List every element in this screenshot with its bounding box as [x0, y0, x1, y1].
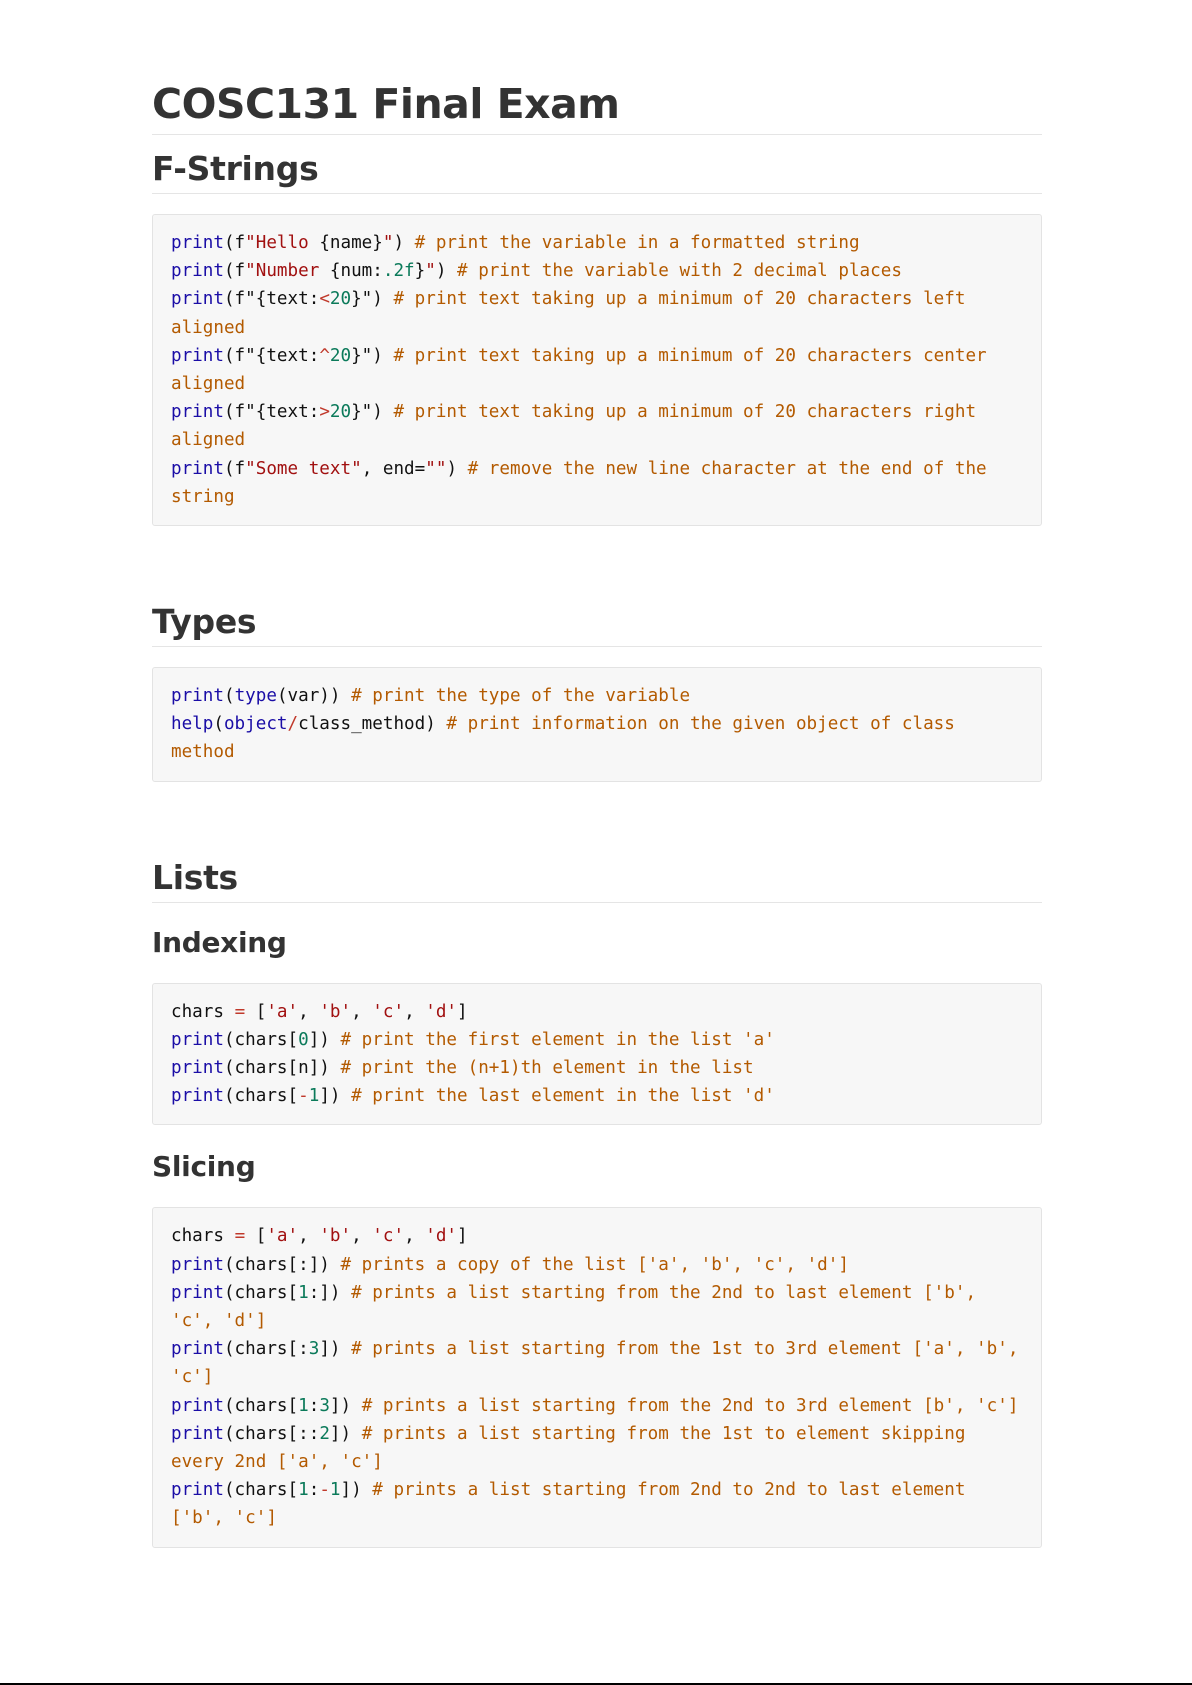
code-token: 'd' — [425, 1226, 458, 1247]
page-title: COSC131 Final Exam — [152, 76, 1042, 135]
code-token: , — [298, 1226, 320, 1247]
code-line — [171, 1026, 1023, 1054]
code-block-types — [152, 667, 1042, 782]
code-line — [171, 710, 1023, 766]
code-token: } — [414, 261, 426, 282]
code-comment: # print text taking up a minimum of 20 characters left aligned — [171, 289, 977, 338]
code-token: help — [171, 714, 214, 735]
code-token: print — [171, 233, 224, 253]
code-token: }") — [351, 402, 394, 423]
code-line — [171, 998, 1023, 1026]
code-comment: # prints a list starting from the 1st to 3rd element ['a', 'b', 'c'] — [171, 1339, 1030, 1388]
code-comment: # prints a list starting from the 2nd to 3rd element [b', 'c'] — [361, 1395, 1019, 1416]
code-block-fstrings — [152, 214, 1042, 526]
subsection-heading-slicing: Slicing — [152, 1150, 256, 1184]
code-token: , — [351, 1226, 373, 1247]
code-token: < — [319, 289, 330, 310]
code-token: ]) — [308, 1029, 341, 1050]
code-comment: # prints a list starting from the 2nd to last element ['b', 'c', 'd'] — [171, 1282, 987, 1332]
code-token: "Number — [245, 261, 330, 282]
code-token: 'd' — [425, 1001, 458, 1022]
code-token: print — [171, 1339, 224, 1360]
code-token: 'b' — [319, 1001, 352, 1022]
code-token: (f — [223, 261, 246, 282]
code-comment: # print text taking up a minimum of 20 characters right aligned — [171, 402, 987, 451]
code-token: ( — [223, 686, 235, 707]
section-heading-types: Types — [152, 600, 1042, 647]
code-comment: # print the variable with 2 decimal places — [457, 261, 902, 282]
code-token: print — [171, 1029, 224, 1050]
code-line — [171, 1054, 1023, 1082]
code-token: .2f — [382, 261, 415, 282]
section-heading-lists: Lists — [152, 856, 1042, 903]
code-line — [171, 342, 1023, 398]
code-token: ) — [435, 261, 458, 282]
code-token: (chars[ — [223, 1480, 299, 1501]
code-token: print — [171, 1423, 224, 1444]
code-token: 20 — [329, 402, 352, 423]
code-token: , — [404, 1226, 426, 1247]
code-line — [171, 1251, 1023, 1279]
code-token: (f"{text: — [223, 345, 320, 366]
code-token: print — [171, 345, 224, 366]
code-token: chars — [171, 1001, 235, 1022]
code-token: ]) — [319, 1086, 352, 1107]
code-token: 20 — [329, 345, 352, 366]
spacer — [152, 782, 1042, 856]
subsection-heading-indexing: Indexing — [152, 925, 287, 959]
code-token: class_method) — [298, 714, 447, 735]
code-token: 'a' — [266, 1001, 299, 1022]
code-token: 0 — [298, 1029, 309, 1050]
spacer — [152, 1125, 1042, 1147]
code-token: print — [171, 1395, 224, 1416]
code-comment: # print the variable in a formatted string — [414, 233, 860, 253]
spacer — [152, 526, 1042, 600]
code-token: {num: — [329, 261, 383, 282]
code-token: [ — [245, 1001, 267, 1022]
code-comment: # print the last element in the list 'd' — [351, 1086, 775, 1107]
code-token: 'c' — [372, 1226, 405, 1247]
code-line — [171, 1420, 1023, 1476]
code-token: (f"{text: — [223, 289, 320, 310]
code-token: (f — [223, 458, 246, 479]
code-comment: # print the (n+1)th element in the list — [340, 1058, 754, 1079]
code-token: type — [234, 686, 277, 707]
code-line — [171, 229, 1023, 257]
code-token: ] — [457, 1226, 468, 1247]
code-token: (var)) — [276, 686, 352, 707]
code-token: (f — [223, 233, 246, 253]
code-token: :]) — [308, 1282, 352, 1303]
document — [152, 76, 1042, 1548]
code-token: ]) — [329, 1395, 362, 1416]
code-token: 3 — [308, 1339, 320, 1360]
code-token: , end= — [361, 458, 426, 479]
code-token: / — [287, 714, 299, 735]
code-token: }") — [351, 345, 394, 366]
code-line — [171, 1222, 1023, 1250]
code-token: print — [171, 1480, 224, 1501]
code-comment: # prints a list starting from the 1st to element skipping every 2nd ['a', 'c'] — [171, 1423, 977, 1473]
code-token: "Hello — [245, 233, 320, 253]
code-line — [171, 398, 1023, 454]
code-token: 1 — [329, 1480, 341, 1501]
code-line — [171, 1082, 1023, 1110]
code-line — [171, 1392, 1023, 1420]
code-token: "" — [425, 458, 447, 479]
code-token: ]) — [340, 1480, 373, 1501]
code-token: (chars[ — [223, 1282, 299, 1303]
code-comment: # prints a list starting from 2nd to 2nd to last element ['b', 'c'] — [171, 1480, 977, 1529]
code-token: 'a' — [266, 1226, 299, 1247]
code-token: (chars[ — [223, 1086, 299, 1107]
code-token: (chars[: — [223, 1339, 309, 1360]
code-token: " — [382, 233, 394, 253]
code-token: ^ — [319, 345, 330, 366]
code-token: chars — [171, 1226, 235, 1247]
code-token: > — [319, 402, 330, 423]
code-token: , — [298, 1001, 320, 1022]
code-token: ) — [446, 458, 468, 479]
code-token: print — [171, 458, 224, 479]
code-token: : — [308, 1480, 320, 1501]
code-token: 1 — [298, 1395, 309, 1416]
code-token: : — [308, 1395, 320, 1416]
code-token: - — [319, 1480, 330, 1501]
code-token: , — [351, 1001, 373, 1022]
code-token: print — [171, 1058, 224, 1079]
code-token: = — [234, 1226, 246, 1247]
code-token: , — [404, 1001, 426, 1022]
code-comment: # print the type of the variable — [351, 686, 691, 707]
code-token: " — [425, 261, 436, 282]
code-block-indexing — [152, 983, 1042, 1126]
code-token: 20 — [329, 289, 352, 310]
code-line — [171, 1279, 1023, 1335]
code-token: - — [298, 1086, 309, 1107]
code-token: 2 — [319, 1423, 330, 1444]
code-token: "Some text" — [245, 458, 362, 479]
code-comment: # prints a copy of the list ['a', 'b', 'c', 'd'] — [340, 1254, 849, 1275]
code-token: ] — [457, 1001, 468, 1022]
code-line — [171, 1476, 1023, 1532]
code-token: print — [171, 686, 224, 707]
code-token: (chars[n]) — [223, 1058, 341, 1079]
code-token: {name} — [319, 233, 383, 253]
code-token: print — [171, 261, 224, 282]
code-block-slicing — [152, 1207, 1042, 1547]
code-token: (chars[:: — [223, 1423, 320, 1444]
code-token: = — [234, 1001, 246, 1022]
code-line — [171, 455, 1023, 511]
code-token: }") — [351, 289, 394, 310]
code-token: 'b' — [319, 1226, 352, 1247]
code-token: print — [171, 289, 224, 310]
code-token: 3 — [319, 1395, 330, 1416]
code-comment: # print text taking up a minimum of 20 characters center aligned — [171, 345, 998, 395]
code-token: ( — [213, 714, 224, 735]
code-line — [171, 1335, 1030, 1391]
code-token: ) — [393, 233, 415, 253]
code-token: 1 — [298, 1282, 309, 1303]
code-token: ]) — [319, 1339, 352, 1360]
code-line — [171, 682, 1023, 710]
code-line — [171, 285, 1023, 341]
code-token: print — [171, 402, 224, 423]
code-token: 'c' — [372, 1001, 405, 1022]
code-token: ]) — [329, 1423, 362, 1444]
code-token: object — [223, 714, 288, 735]
code-token: print — [171, 1086, 224, 1107]
code-token: print — [171, 1282, 224, 1303]
code-comment: # print information on the given object of class method — [171, 714, 966, 763]
code-token: (chars[ — [223, 1395, 299, 1416]
code-token: 1 — [308, 1086, 320, 1107]
code-token: (chars[:]) — [223, 1254, 341, 1275]
code-token: print — [171, 1254, 224, 1275]
code-line — [171, 257, 1023, 285]
code-token: (f"{text: — [223, 402, 320, 423]
section-heading-fstrings: F-Strings — [152, 147, 1042, 194]
code-token: [ — [245, 1226, 267, 1247]
code-comment: # remove the new line character at the end of the string — [171, 458, 998, 507]
code-token: 1 — [298, 1480, 309, 1501]
code-token: (chars[ — [223, 1029, 299, 1050]
code-comment: # print the first element in the list 'a' — [340, 1029, 775, 1050]
